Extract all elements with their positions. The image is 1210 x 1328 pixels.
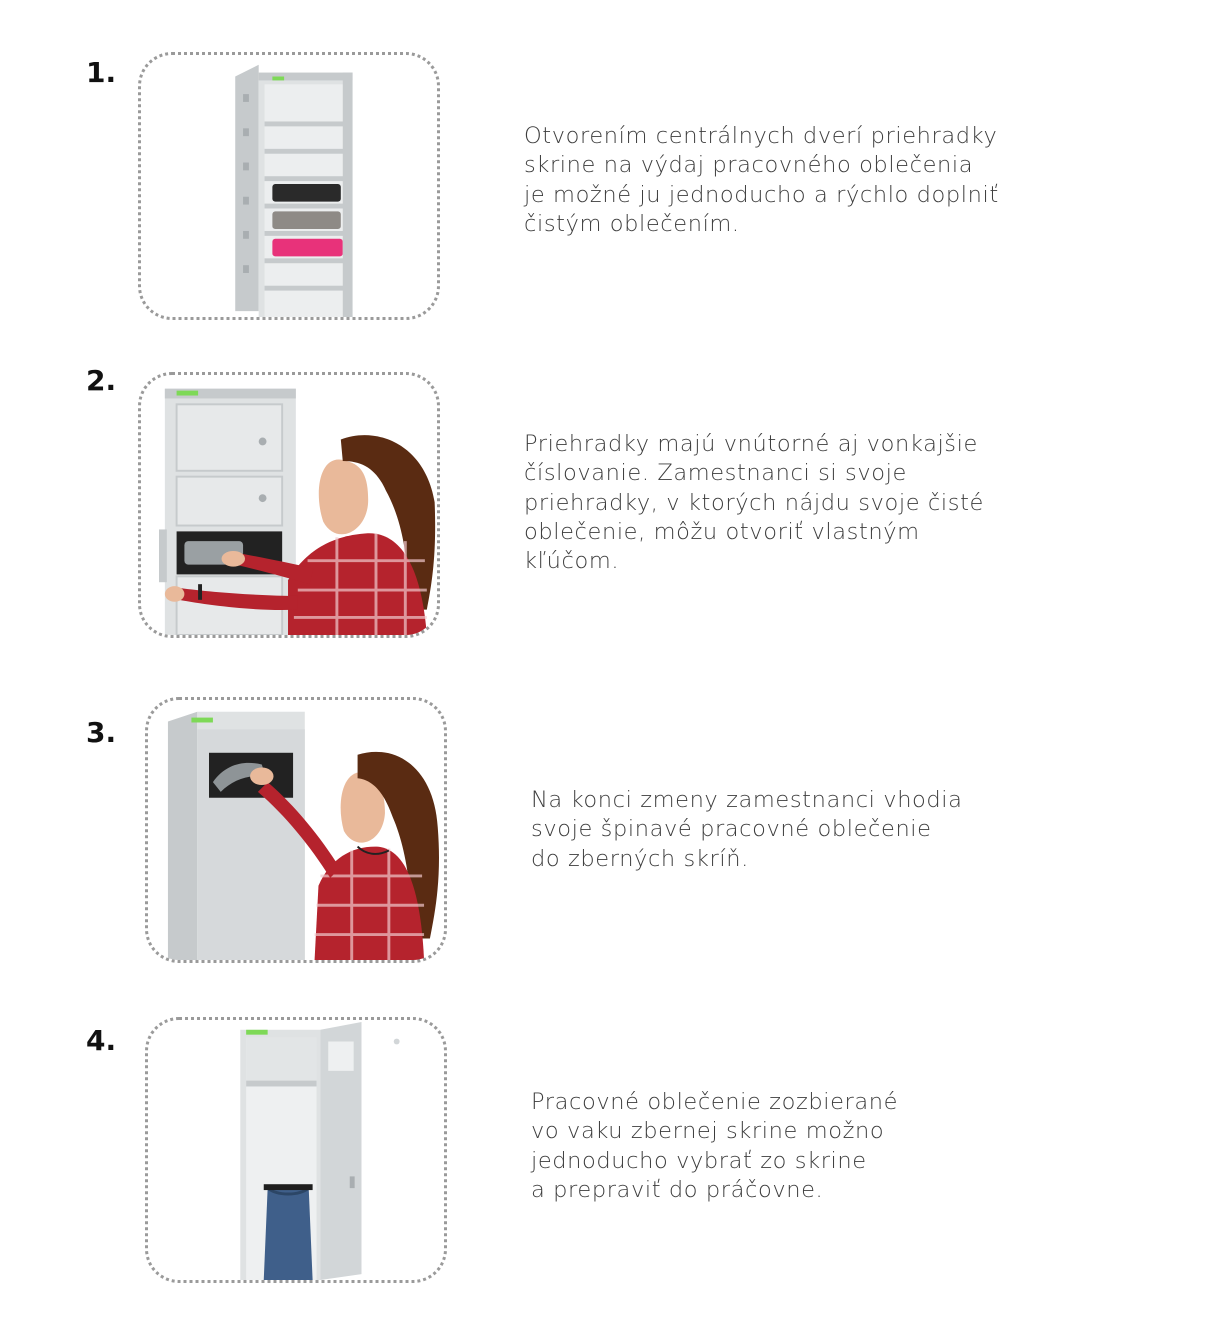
step-number-3: 3. [86,716,117,749]
locker-open-shelves-illustration [141,55,437,317]
woman-taking-clothes-illustration [141,375,437,635]
step-4-description: Pracovné oblečenie zozbierané vo vaku zbernej skrine možno jednoducho vybrať zo skrine a prepraviť do práčovne. [531,1089,899,1203]
locker-with-collection-bag-illustration [148,1020,444,1280]
step-4-photo [145,1017,447,1283]
step-1-photo [138,52,440,320]
woman-dropping-clothes-illustration [148,700,444,960]
step-1-description: Otvorením centrálnych dverí priehradky skrine na výdaj pracovného oblečenia je možné ju jednoducho a rýchlo doplniť čistým oblečením. [524,123,999,237]
step-2-photo [138,372,440,638]
step-2-description: Priehradky majú vnútorné aj vonkajšie číslovanie. Zamestnanci si svoje priehradky, v ktorých nájdu svoje čisté oblečenie, môžu otvoriť vlastným kľúčom. [524,431,984,575]
step-number-2: 2. [86,364,117,397]
step-3-photo [145,697,447,963]
step-number-1: 1. [86,56,117,89]
step-number-4: 4. [86,1024,117,1057]
step-3-description: Na konci zmeny zamestnanci vhodia svoje špinavé pracovné oblečenie do zberných skríň. [531,787,963,872]
